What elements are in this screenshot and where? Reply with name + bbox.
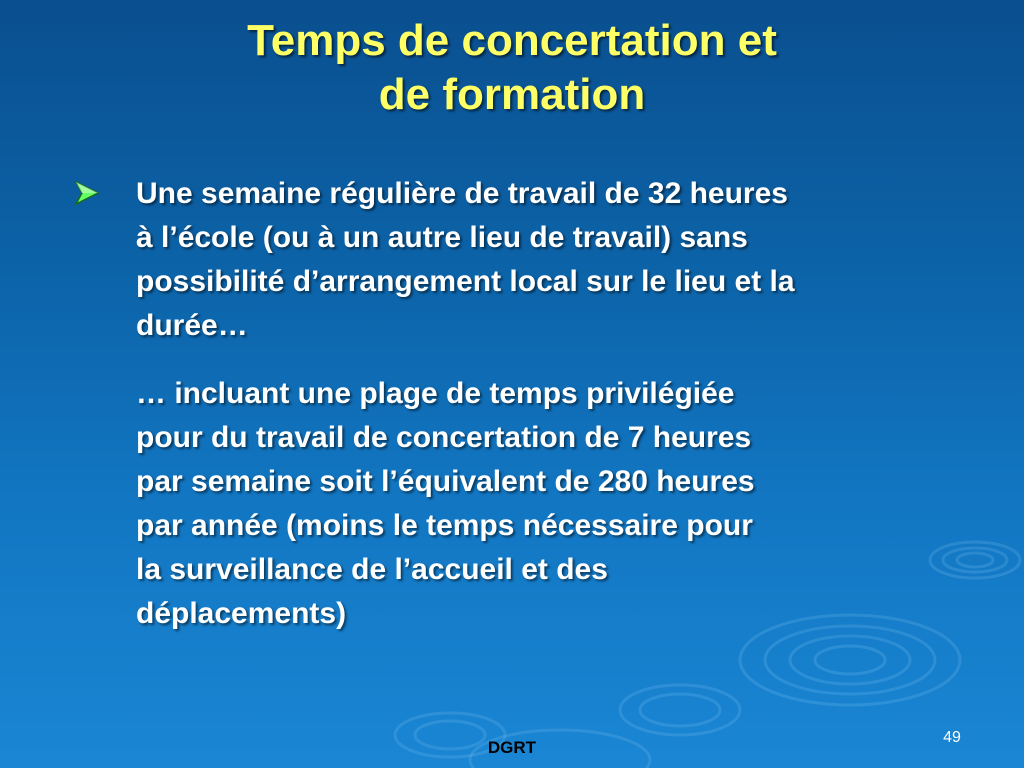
paragraph-2-line: par année (moins le temps nécessaire pour xyxy=(136,509,753,542)
paragraph-2-line: … incluant une plage de temps privilégiée xyxy=(136,377,735,410)
slide-title xyxy=(0,14,1024,122)
paragraph-1-line: à l’école (ou à un autre lieu de travail) sans xyxy=(136,221,748,254)
paragraph-1-line: possibilité d’arrangement local sur le lieu et la xyxy=(136,265,795,298)
title-line-2: de formation xyxy=(378,70,646,119)
bullet-paragraph-1 xyxy=(136,172,976,348)
paragraph-2-line: par semaine soit l’équivalent de 280 heures xyxy=(136,465,755,498)
page-number: 49 xyxy=(943,729,961,746)
arrowhead-bullet-icon xyxy=(72,178,102,208)
paragraph-2-line: déplacements) xyxy=(136,597,347,630)
paragraph-2-line: pour du travail de concertation de 7 heures xyxy=(136,421,752,454)
paragraph-1-line: durée… xyxy=(136,309,248,342)
continuation-paragraph xyxy=(136,372,976,636)
title-line-1: Temps de concertation et xyxy=(247,16,777,65)
paragraph-1-line: Une semaine régulière de travail de 32 heures xyxy=(136,177,788,210)
paragraph-2-line: la surveillance de l’accueil et des xyxy=(136,553,608,586)
footer-label: DGRT xyxy=(487,738,537,757)
